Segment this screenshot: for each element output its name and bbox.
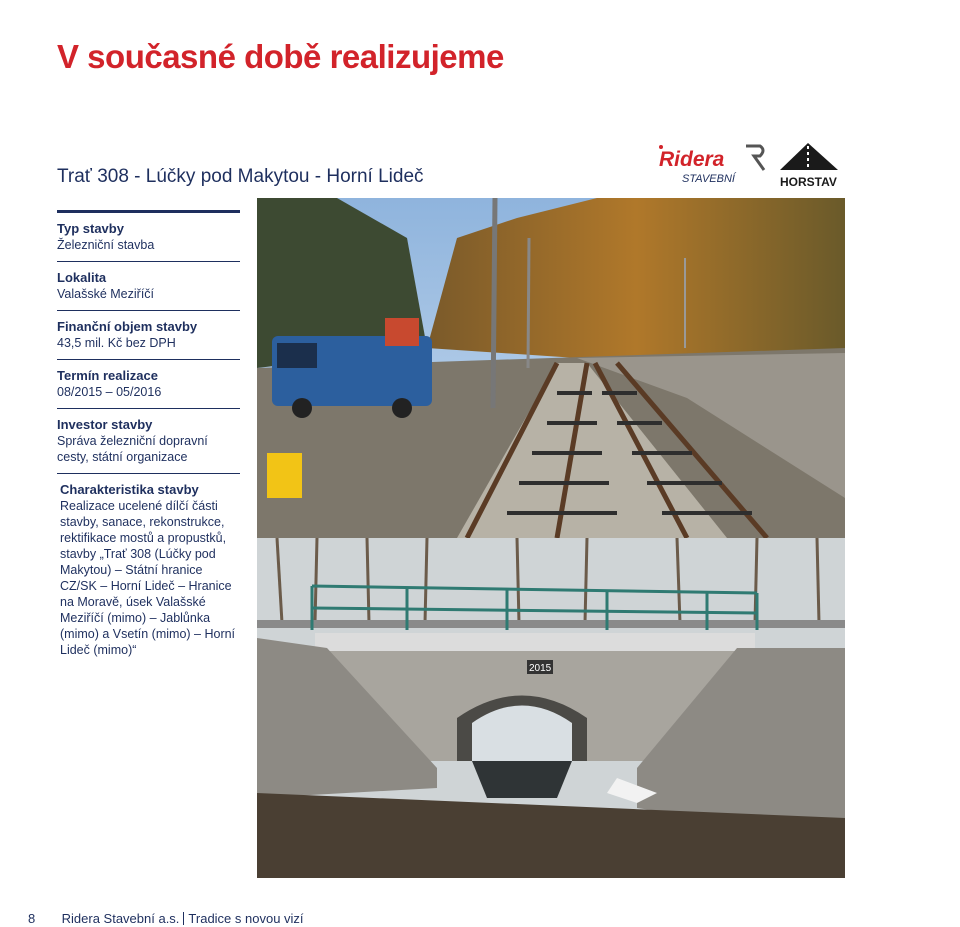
bridge-number: 2015 [529, 663, 552, 674]
info-characteristics [57, 473, 240, 666]
info-label: Termín realizace [57, 368, 158, 383]
info-investor [57, 408, 240, 473]
info-value: Správa železniční dopravní cesty, státní organizace [57, 434, 208, 464]
info-value: Realizace ucelené dílčí části stavby, sanace, rekonstrukce, rektifikace mostů a propustků, stavby „Trať 308 (Lúčky pod Makytou) – Státní hranice CZ/SK – Horní Lideč – Hranice na Moravě, úsek Valašské Meziříčí (mimo) – Jablůnka (mimo) a Vsetín (mimo) – Horní Lideč (mimo)“ [60, 499, 236, 657]
horstav-logo [780, 143, 838, 188]
info-value: Valašské Meziříčí [57, 287, 155, 301]
info-value: 43,5 mil. Kč bez DPH [57, 336, 176, 350]
horstav-logo-text: HORSTAV [780, 175, 837, 188]
info-term [57, 359, 240, 408]
info-value: Železniční stavba [57, 238, 155, 252]
info-label: Finanční objem stavby [57, 319, 198, 334]
ridera-logo-text: Ridera [659, 148, 725, 171]
project-info [57, 210, 240, 666]
footer-slogan: Tradice s novou vizí [188, 911, 304, 926]
info-label: Charakteristika stavby [60, 482, 199, 497]
page-footer [28, 911, 304, 926]
project-title: Trať 308 - Lúčky pod Makytou - Horní Lideč [57, 166, 424, 187]
page-title: V současné době realizujeme [57, 38, 504, 75]
ridera-logo [659, 145, 764, 185]
info-budget [57, 310, 240, 359]
info-label: Lokalita [57, 270, 107, 285]
footer-company: Ridera Stavební a.s. [61, 911, 180, 926]
bridge-photo [257, 538, 845, 878]
ridera-logo-subtext: STAVEBNÍ [682, 173, 735, 185]
info-label: Investor stavby [57, 417, 153, 432]
partner-logos [656, 140, 846, 188]
info-value: 08/2015 – 05/2016 [57, 385, 162, 399]
info-type [57, 210, 240, 261]
page-number: 8 [28, 911, 36, 926]
info-location [57, 261, 240, 310]
railway-track-photo [257, 198, 845, 538]
info-label: Typ stavby [57, 221, 124, 236]
footer-divider [183, 912, 184, 925]
